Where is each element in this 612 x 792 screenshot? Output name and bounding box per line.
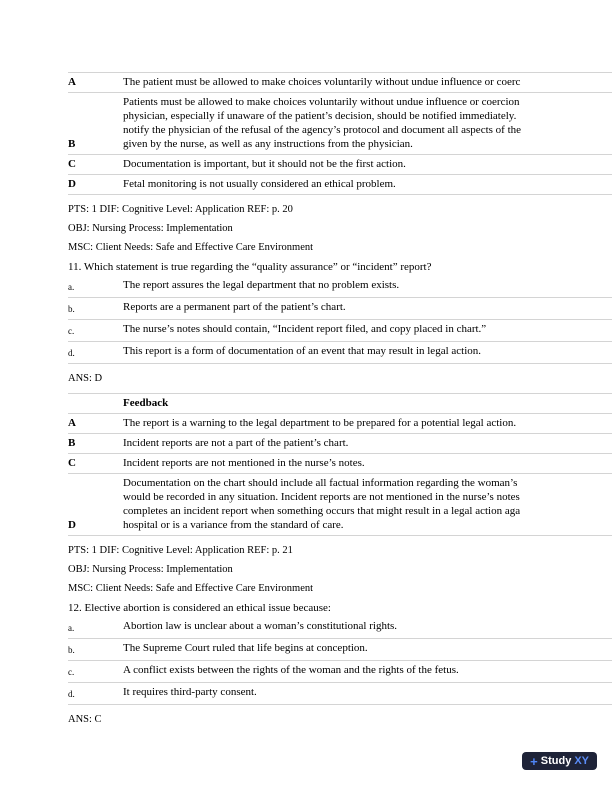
feedback-table-q10 (68, 72, 612, 195)
option-row (68, 276, 612, 298)
feedback-header-row (68, 394, 612, 414)
meta-obj: OBJ: Nursing Process: Implementation (68, 223, 233, 234)
option-text: The nurse’s notes should contain, “Incident report filed, and copy placed in chart.” (123, 323, 487, 335)
feedback-text: Incident reports are not mentioned in the nurse’s notes. (123, 457, 365, 469)
option-letter: d. (68, 348, 75, 358)
feedback-header: Feedback (123, 397, 169, 409)
feedback-text: Incident reports are not a part of the patient’s chart. (123, 437, 349, 449)
feedback-letter: D (68, 178, 76, 190)
feedback-table-q11 (68, 393, 612, 536)
studyxy-logo (522, 752, 597, 770)
feedback-text: Patients must be allowed to make choices voluntarily without undue influence or coercion physician, especially if unaware of the patient’s decision, should be notified immediately. notify the physician of the refusal of the agency’s protocol and document all aspects of the given by the nurse, as well as any instructions from the physician. (123, 96, 522, 150)
feedback-row (68, 73, 612, 93)
feedback-text: The patient must be allowed to make choices voluntarily without undue influence or coerc (123, 76, 521, 88)
question-11-stem: 11. Which statement is true regarding the “quality assurance” or “incident” report? (68, 261, 432, 273)
feedback-row (68, 474, 612, 536)
option-letter: d. (68, 689, 75, 699)
option-row (68, 342, 612, 364)
feedback-row (68, 454, 612, 474)
feedback-letter: B (68, 437, 76, 449)
option-letter: b. (68, 645, 75, 655)
option-letter: c. (68, 326, 75, 336)
option-text: This report is a form of documentation of an event that may result in legal action. (123, 345, 482, 357)
feedback-letter: A (68, 76, 76, 88)
option-letter: a. (68, 623, 75, 633)
page-content (68, 72, 612, 734)
answer-q11: ANS: D (68, 373, 103, 384)
feedback-row (68, 93, 612, 155)
meta-obj: OBJ: Nursing Process: Implementation (68, 564, 233, 575)
option-text: A conflict exists between the rights of the woman and the rights of the fetus. (123, 664, 459, 676)
answer-q12: ANS: C (68, 714, 102, 725)
option-letter: a. (68, 282, 75, 292)
plus-icon: + (530, 753, 538, 769)
feedback-text: Documentation on the chart should include all factual information regarding the woman’s would be recorded in any situation. Incident reports are not mentioned in the nurse’s notes completes an incident report when something occurs that might result in a legal action aga hospital or is a variance from the standard of care. (123, 477, 521, 531)
option-text: Abortion law is unclear about a woman’s constitutional rights. (123, 620, 398, 632)
question-meta-q11 (68, 544, 612, 595)
meta-pts: PTS: 1 DIF: Cognitive Level: Application REF: p. 20 (68, 204, 293, 215)
option-row (68, 298, 612, 320)
feedback-letter: C (68, 158, 76, 170)
option-row (68, 639, 612, 661)
meta-pts: PTS: 1 DIF: Cognitive Level: Application REF: p. 21 (68, 545, 293, 556)
question-12-stem: 12. Elective abortion is considered an ethical issue because: (68, 602, 331, 614)
feedback-row (68, 175, 612, 195)
option-letter: c. (68, 667, 75, 677)
feedback-row (68, 414, 612, 434)
option-letter: b. (68, 304, 75, 314)
option-text: Reports are a permanent part of the patient’s chart. (123, 301, 346, 313)
option-text: It requires third-party consent. (123, 686, 257, 698)
feedback-row (68, 434, 612, 454)
option-row (68, 320, 612, 342)
option-row (68, 683, 612, 705)
feedback-letter: A (68, 417, 76, 429)
feedback-letter: C (68, 457, 76, 469)
feedback-text: Fetal monitoring is not usually considered an ethical problem. (123, 178, 396, 190)
meta-msc: MSC: Client Needs: Safe and Effective Care Environment (68, 242, 314, 253)
option-text: The report assures the legal department that no problem exists. (123, 279, 400, 291)
feedback-letter: D (68, 519, 76, 531)
question-meta-q10 (68, 203, 612, 254)
options-q12 (68, 617, 612, 705)
option-row (68, 661, 612, 683)
brand-study-text: Study (540, 755, 572, 767)
feedback-row (68, 155, 612, 175)
feedback-letter: B (68, 138, 76, 150)
options-q11 (68, 276, 612, 364)
feedback-text: Documentation is important, but it should not be the first action. (123, 158, 406, 170)
feedback-text: The report is a warning to the legal department to be prepared for a potential legal action. (123, 417, 517, 429)
brand-xy-text: XY (574, 755, 589, 767)
option-text: The Supreme Court ruled that life begins at conception. (123, 642, 368, 654)
option-row (68, 617, 612, 639)
meta-msc: MSC: Client Needs: Safe and Effective Care Environment (68, 583, 314, 594)
